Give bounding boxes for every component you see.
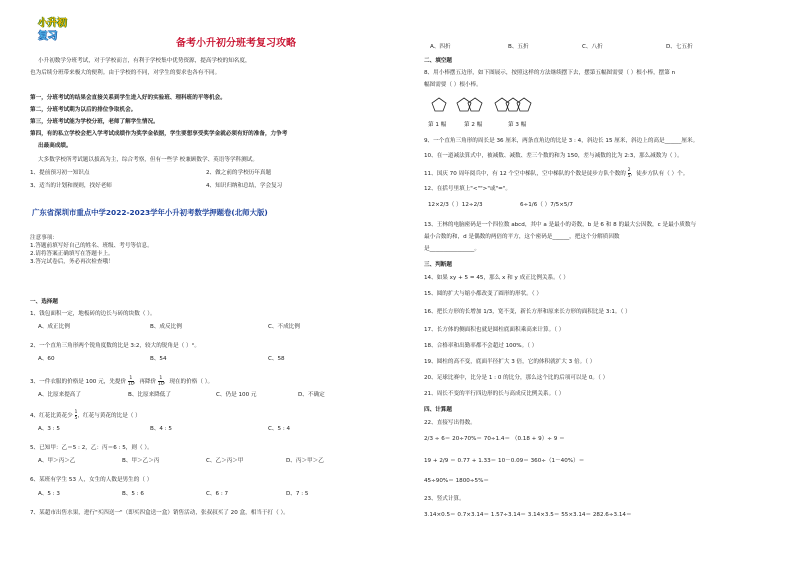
q7-option-c: C、八折 xyxy=(582,44,603,50)
tip-1: 1、提前预习初一知识点 xyxy=(30,170,90,176)
q4-option-b: B、4 : 5 xyxy=(150,426,172,432)
fig-label-1: 第 1 幅 xyxy=(428,122,447,128)
q11-text-b: ，徒步方队有（ ）个。 xyxy=(630,171,689,177)
q3-option-b: B、比原来降低了 xyxy=(128,392,171,398)
question-12: 12、在括号里填上"<"">"或"="。 xyxy=(424,186,511,192)
question-19: 19、圆柱的高不变，底面半径扩大 3 倍，它的体积就扩大 3 倍。（ ） xyxy=(424,359,596,365)
calc-row-1: 2/3 ÷ 6＝ 20÷70%＝ 70÷1.4＝ （0.18 + 9）÷ 9 ＝ xyxy=(424,436,565,442)
q3-frac2-num: 1 xyxy=(159,376,163,381)
question-14: 14、如果 xy + 5 = 45，那么 x 和 y 成正比例关系。（ ） xyxy=(424,275,569,281)
notice-3: 3.答完试卷后，务必再次检查哦！ xyxy=(30,259,114,265)
question-8-cont: 幅图需要（ ）根小棒。 xyxy=(424,82,482,88)
q12-expr-2: 6÷1/6（ ）7/5×5/7 xyxy=(520,202,573,208)
q7-option-d: D、七五折 xyxy=(666,44,693,50)
q7-option-a: A、四折 xyxy=(430,44,451,50)
q3-frac2-den: 10 xyxy=(157,382,164,387)
exam-title: 广东省深圳市重点中学2022-2023学年小升初考数学押题卷(北师大版) xyxy=(32,208,268,217)
tip-3: 3、适当的计划和规则，找好老师 xyxy=(30,183,112,189)
section-choice: 一、选择题 xyxy=(30,299,58,305)
question-10: 10、在一道减法算式中，被减数、减数、差三个数的和为 150，差与减数的比为 2:3，那么减数为（ ）。 xyxy=(424,153,683,159)
logo-line-1: 小升初 xyxy=(38,18,67,29)
tip-2: 2、做之前的学校历年真题 xyxy=(206,170,272,176)
q11-text-a: 11、国庆 70 周年阅兵中，有 12 个空中梯队，空中梯队的个数是徒步方队个数的 xyxy=(424,171,628,177)
q3-frac1-den: 10 xyxy=(127,382,134,387)
q6-option-a: A、5 : 3 xyxy=(38,491,60,497)
q3-option-c: C、仍是 100 元 xyxy=(216,392,257,398)
question-8: 8、用小棒摆五边形，如下图展示，按照这样的方法继续摆下去，摆第五幅图需要（ ）根小棒，摆第 n xyxy=(424,70,676,76)
q3-text-b: ，再降价 xyxy=(133,379,158,385)
question-5: 5、已知甲：乙＝5 : 2，乙：丙＝6 : 5，则（ ）。 xyxy=(30,445,153,451)
q4-option-a: A、3 : 5 xyxy=(38,426,60,432)
q5-option-d: D、丙＞甲＞乙 xyxy=(286,458,324,464)
question-18: 18、合格率和出勤率都不会超过 100%。（ ） xyxy=(424,343,538,349)
q1-option-a: A、成正比例 xyxy=(38,324,70,330)
question-23: 23、竖式计算。 xyxy=(424,496,465,502)
intro-line-1: 小升初数学分班考试，对于学校而言，有利于学校集中优势资源，提高学校的知名度， xyxy=(38,58,251,64)
fig-label-2: 第 2 幅 xyxy=(464,122,483,128)
section-calc: 四、计算题 xyxy=(424,407,452,413)
question-9: 9、一个直角三角形的周长是 36 厘米，两条直角边的比是 3 : 4，斜边长 15 厘米，斜边上的高是______厘米。 xyxy=(424,138,699,144)
question-16: 16、把长方形的长增加 1/3，宽不变，新长方形和原来长方形的面积比是 3:1。（ ） xyxy=(424,309,631,315)
point-4-cont: 出最高成绩。 xyxy=(38,143,72,149)
calc-row-3: 45÷90%＝ 1800÷5%＝ xyxy=(424,478,490,484)
q4-option-c: C、5 : 4 xyxy=(268,426,291,432)
point-3: 第三，分班考试能为学校分班，老师了解学生情况。 xyxy=(30,119,159,125)
q5-option-b: B、甲＞乙＞丙 xyxy=(122,458,160,464)
q6-option-d: D、7 : 5 xyxy=(286,491,309,497)
q7-option-b: B、五折 xyxy=(508,44,529,50)
q5-option-a: A、甲＞丙＞乙 xyxy=(38,458,76,464)
q4-frac-num: 1 xyxy=(74,410,78,415)
question-13-cont2: 是________________。 xyxy=(424,246,480,252)
q3-option-a: A、比原来提高了 xyxy=(38,392,81,398)
q1-option-c: C、不成比例 xyxy=(268,324,300,330)
notice-1: 1.答题前填写好自己的姓名、班级、考号等信息。 xyxy=(30,243,153,249)
pentagon-fig-1 xyxy=(432,98,446,111)
strategy-title: 备考小升初分班考复习攻略 xyxy=(176,38,296,49)
point-4: 第四，有的私立学校会把入学考试成绩作为奖学金依据，学生要想享受奖学金就必须有好的准备，力争考 xyxy=(30,131,288,137)
q11-frac-den: 5 xyxy=(627,174,631,179)
q5-option-c: C、乙＞丙＞甲 xyxy=(206,458,244,464)
point-1: 第一，分班考试的结果会直接关系到学生进入好的实验班、理科班的平等机会。 xyxy=(30,95,226,101)
question-7: 7、某超市出售水果，进行"买四送一"（即买四盒送一盒）销售活动，张叔叔买了 20 盒，相当于打（ ）。 xyxy=(30,510,289,516)
q3-text-c: ，现在的价格（ ）。 xyxy=(163,379,214,385)
q3-option-d: D、不确定 xyxy=(298,392,325,398)
tip-4: 4、知识归纳和总结，学会复习 xyxy=(206,183,283,189)
fig-label-3: 第 3 幅 xyxy=(508,122,527,128)
q6-option-b: B、5 : 6 xyxy=(122,491,144,497)
question-11 xyxy=(424,168,688,179)
calc-row-2: 19 + 2/9 ＝ 0.77 + 1.33＝ 10－0.09＝ 360÷（1－40%）＝ xyxy=(424,458,585,464)
logo-line-2: 复习 xyxy=(38,31,57,42)
question-15: 15、圆的扩大与缩小都改变了圆形的形状。（ ） xyxy=(424,291,542,297)
section-fill: 二、填空题 xyxy=(424,58,452,64)
q4-text-a: 4、红花比黄花少 xyxy=(30,413,75,419)
question-4 xyxy=(30,410,141,421)
q2-option-b: B、54 xyxy=(150,356,167,362)
notice-heading: 注意事项： xyxy=(30,235,58,241)
question-6: 6、某班有学生 53 人，女生的人数是男生的（ ） xyxy=(30,477,153,483)
q4-text-b: ，红花与黄花的比是（ ） xyxy=(77,413,141,419)
question-22: 22、直接写出得数。 xyxy=(424,420,476,426)
question-13: 13、王林的电脑密码是一个四位数 abcd，其中 a 是最小的奇数，b 是 6 和 8 的最大公因数，c 是最小质数与 xyxy=(424,222,697,228)
advice-text: 大多数学校所考试题以拔高为主，综合考察，但有一些学 校兼顾数学、英语等学科测试。 xyxy=(38,157,258,163)
question-13-cont: 最小合数的和，d 是偶数的两倍的平方，这个密码是______，把这个分解质因数 xyxy=(424,234,620,240)
question-1: 1、钱包面积一定，地板砖的边长与砖的块数（ ）。 xyxy=(30,311,156,317)
logo xyxy=(38,14,78,44)
q12-expr-1: 12×2/3（ ）12÷2/3 xyxy=(428,202,483,208)
pentagon-svg xyxy=(430,96,540,114)
question-21: 21、周长不变的平行四边形的长与高成反比例关系。（ ） xyxy=(424,391,565,397)
q3-text-a: 3、一件衣服的价格是 100 元，先提价 xyxy=(30,379,128,385)
q1-option-b: B、成反比例 xyxy=(150,324,182,330)
notice-2: 2.请将答案正确填写在答题卡上。 xyxy=(30,251,114,257)
calc-row-4: 3.14×0.5＝ 0.7×3.14＝ 1.57÷3.14＝ 3.14×3.5＝ 55×3.14＝ 282.6÷3.14＝ xyxy=(424,512,632,518)
q2-option-c: C、58 xyxy=(268,356,285,362)
section-judge: 三、判断题 xyxy=(424,262,452,268)
q11-frac-num: 2 xyxy=(627,168,631,173)
question-3 xyxy=(30,376,213,387)
question-17: 17、长方体的侧面积也就是圆柱底面积乘高来计算。（ ） xyxy=(424,327,565,333)
intro-line-2: 也为后续分班带来极大的便利。由于学校的不同，对学生的要求也各有不同。 xyxy=(30,70,221,76)
q3-frac1-num: 1 xyxy=(129,376,133,381)
point-2: 第二，分班考试期为以后的排位争取机会。 xyxy=(30,107,137,113)
q6-option-c: C、6 : 7 xyxy=(206,491,229,497)
q2-option-a: A、60 xyxy=(38,356,55,362)
q4-frac-den: 5 xyxy=(74,416,78,421)
pentagon-figures xyxy=(430,96,540,114)
question-20: 20、足球比赛中，比分是 1 : 0 的比分，那么这个比的后项可以是 0。（ ） xyxy=(424,375,609,381)
question-2: 2、一个直角三角形两个锐角度数的比是 3:2，较大的锐角是（ ）°。 xyxy=(30,343,200,349)
